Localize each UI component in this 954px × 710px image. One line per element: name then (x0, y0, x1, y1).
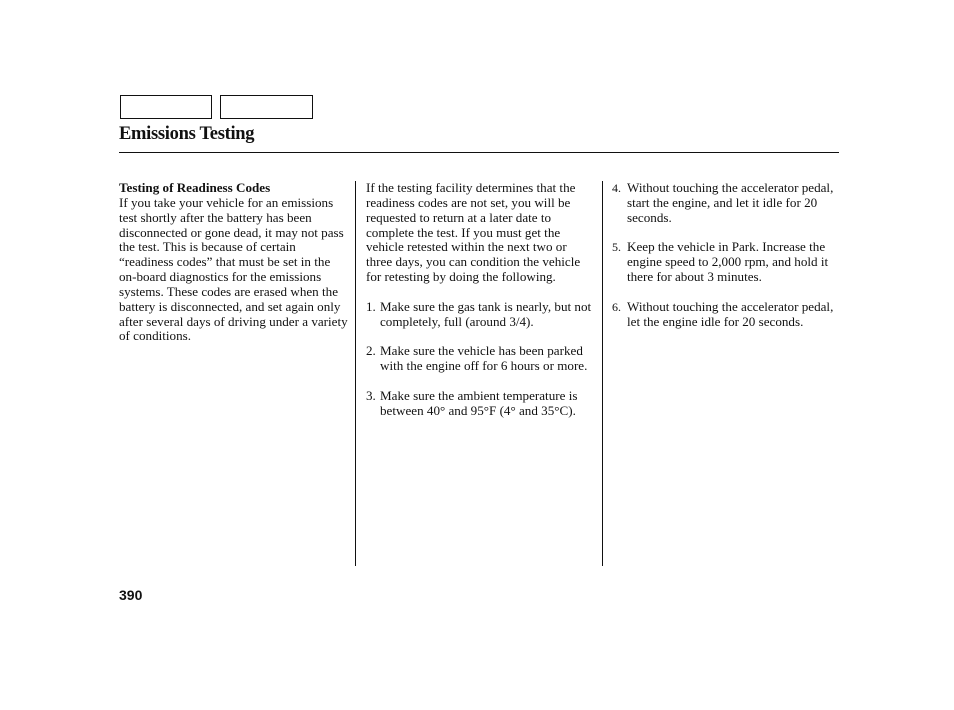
step-item (366, 344, 596, 374)
section-heading: Testing of Readiness Codes (119, 180, 271, 195)
column-divider-1 (355, 181, 356, 566)
step-text: Without touching the accelerator pedal, start the engine, and let it idle for 20 seconds. (627, 180, 834, 225)
step-item (612, 240, 840, 285)
step-item (612, 300, 840, 330)
step-number: 1. (366, 298, 376, 314)
section-body: If you take your vehicle for an emissions test shortly after the battery has been disconnected or gone dead, it may not pass the test. This is because of certain “readiness codes” that must be set in the on-board diagnostics for the emissions systems. These codes are erased when the battery is disconnected, and set again only after several days of driving under a variety of conditions. (119, 194, 348, 344)
step-number: 6. (612, 299, 621, 314)
title-rule (119, 152, 839, 153)
step-text: Keep the vehicle in Park. Increase the engine speed to 2,000 rpm, and hold it there for about 3 minutes. (627, 239, 829, 285)
nav-tab-box-2[interactable] (220, 95, 313, 119)
column-3 (612, 181, 840, 344)
nav-tab-box-1[interactable] (120, 95, 212, 119)
step-number: 2. (366, 343, 376, 359)
intro-paragraph: If the testing facility determines that the readiness codes are not set, you will be requested to return at a later date to complete the test. If you must get the vehicle retested within the next two or three days, you can condition the vehicle for retesting by doing the following. (366, 180, 581, 285)
step-text: Without touching the accelerator pedal, let the engine idle for 20 seconds. (627, 298, 834, 329)
step-text: Make sure the ambient temperature is between 40° and 95°F (4° and 35°C). (380, 387, 578, 418)
step-text: Make sure the gas tank is nearly, but not completely, full (around 3/4). (380, 298, 592, 329)
step-number: 5. (612, 240, 621, 255)
column-2 (366, 181, 596, 433)
step-number: 3. (366, 387, 376, 403)
step-item (612, 181, 840, 226)
page-title: Emissions Testing (119, 124, 255, 144)
step-text: Make sure the vehicle has been parked with the engine off for 6 hours or more. (380, 343, 588, 374)
step-item (366, 300, 596, 330)
step-item (366, 389, 596, 419)
step-number: 4. (612, 181, 621, 195)
column-divider-2 (602, 181, 603, 566)
column-1 (119, 181, 349, 344)
page-number: 390 (119, 587, 143, 603)
